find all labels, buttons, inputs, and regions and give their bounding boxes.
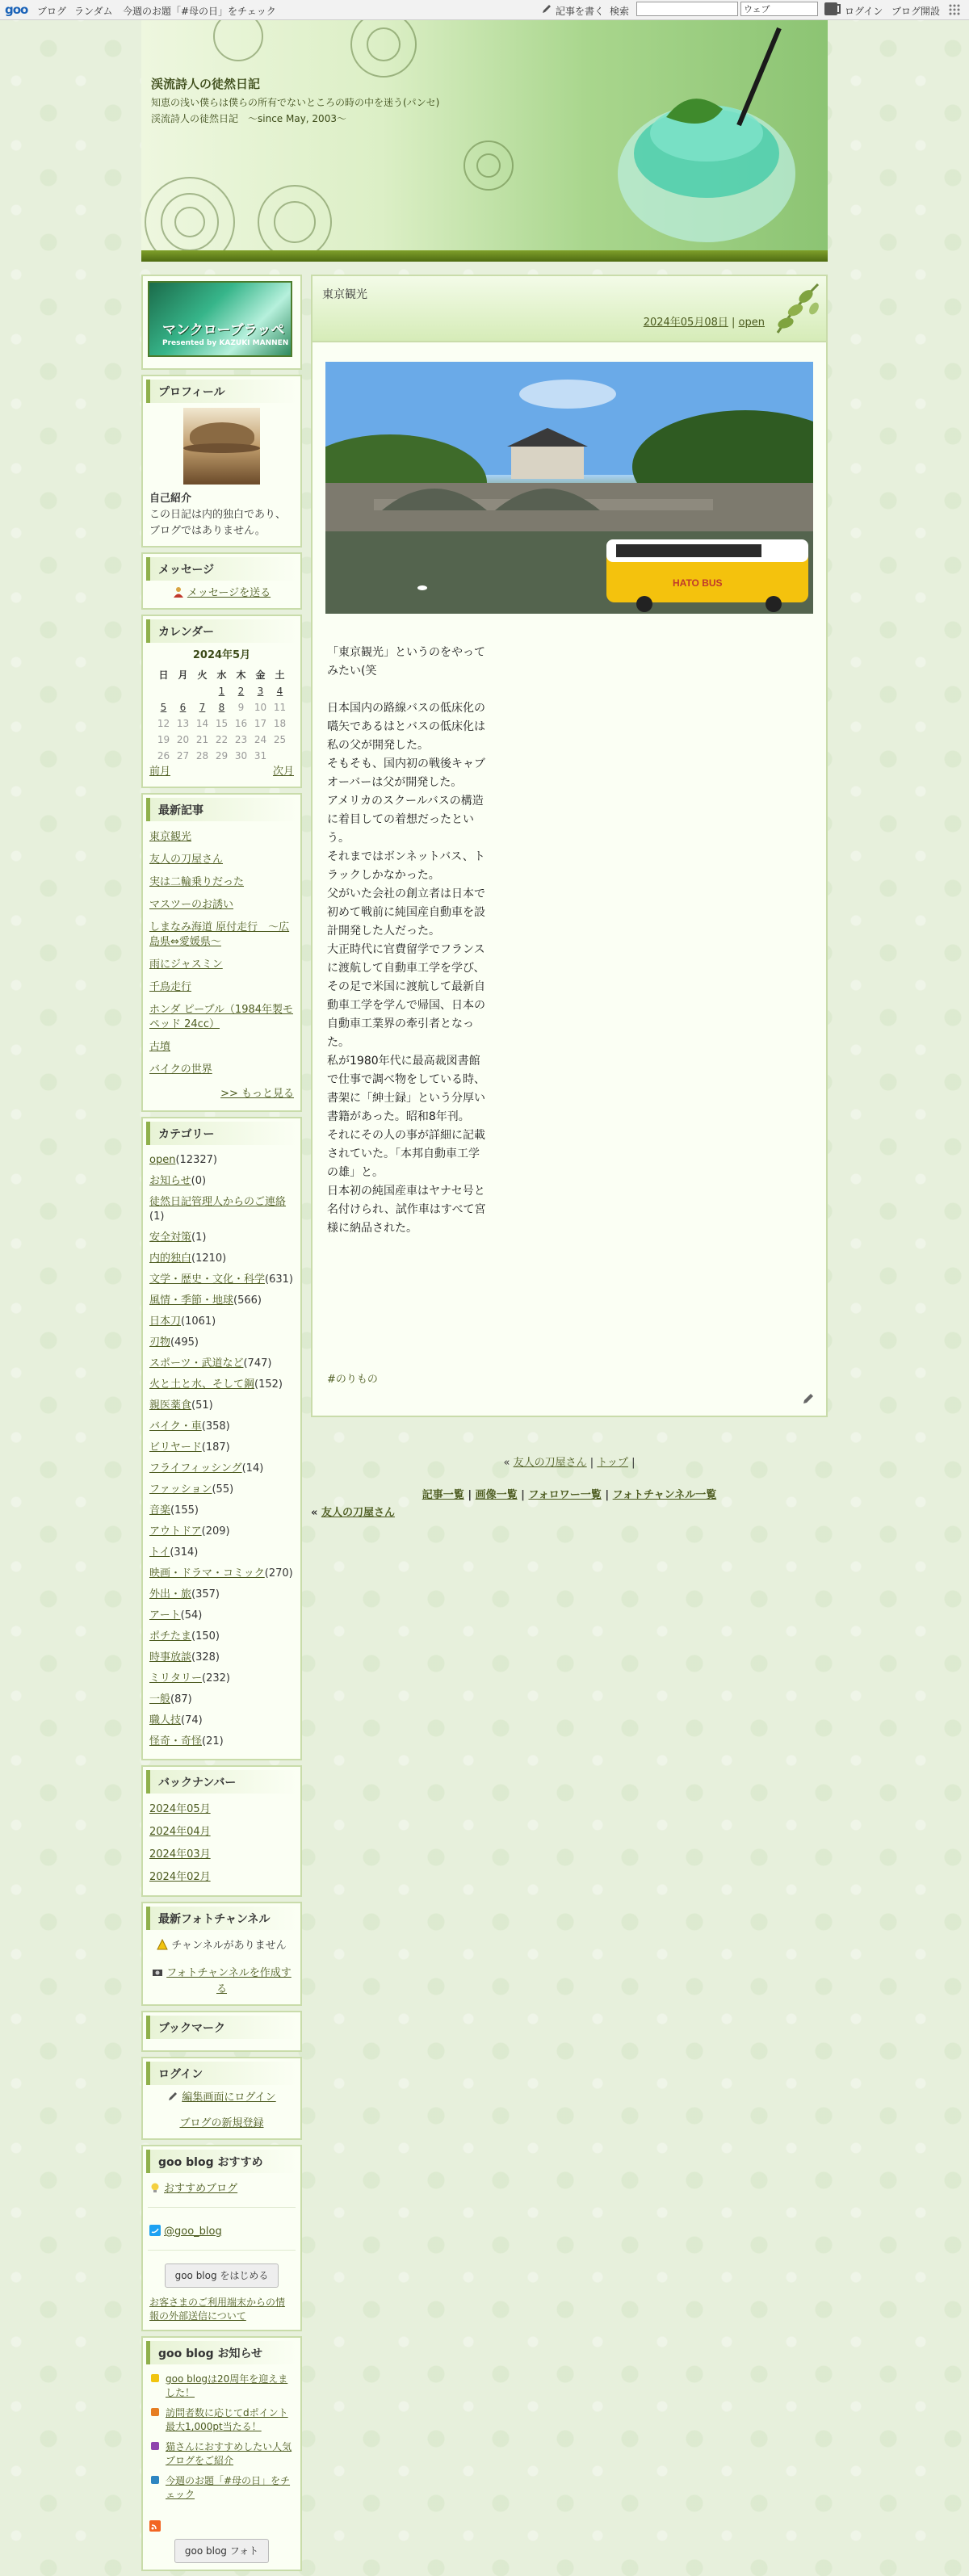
calendar-weekday: 木 [236, 669, 246, 681]
prev-entry-link[interactable]: 友人の刀屋さん [513, 1457, 587, 1469]
category-count: (12327) [175, 1154, 217, 1166]
category-count: (314) [170, 1546, 199, 1559]
calendar-day: 22 [215, 734, 229, 745]
category-count: (747) [243, 1357, 272, 1370]
entry-category-link[interactable]: open [738, 317, 765, 329]
recent-article-link[interactable]: バイクの世界 [149, 1064, 212, 1076]
category-item [149, 1150, 294, 1171]
goo-toolbar [0, 0, 969, 20]
profile-box [141, 375, 302, 548]
calendar-day: 10 [254, 702, 267, 713]
recent-article-link[interactable]: マスツーのお誘い [149, 899, 234, 911]
profile-heading: プロフィール [146, 380, 297, 403]
news-link[interactable]: 猫さんにおすすめしたい人気ブログをご紹介 [166, 2441, 292, 2466]
category-count: (1210) [191, 1252, 227, 1265]
list-item [149, 2437, 294, 2471]
login-heading: ログイン [146, 2062, 297, 2085]
recent-heading: 最新記事 [146, 798, 297, 821]
sidebar [141, 275, 302, 2576]
category-count: (21) [202, 1735, 224, 1747]
bus-label: HATO BUS [673, 577, 723, 589]
entry-tag[interactable]: #のりもの [327, 1374, 378, 1386]
category-link[interactable]: アート [149, 1609, 181, 1622]
category-item [149, 1374, 294, 1395]
entry [311, 275, 828, 1417]
photochannel-heading: 最新フォトチャンネル [146, 1907, 297, 1930]
list-item [149, 894, 294, 917]
calendar-day-link[interactable]: 2 [237, 686, 245, 697]
prev-entry-bottom-link[interactable]: 友人の刀屋さん [321, 1507, 395, 1519]
list-item [149, 999, 294, 1036]
category-item [149, 1500, 294, 1521]
calendar-weekday: 水 [216, 669, 227, 681]
photochannel-box [141, 1902, 302, 2006]
category-item [149, 1269, 294, 1290]
category-item [149, 1227, 294, 1248]
list-links: 記事一覧 | 画像一覧 | フォロワー一覧 | フォトチャンネル一覧 [422, 1489, 717, 1501]
external-transmission-link[interactable]: お客さまのご利用端末からの情報の外部送信について [149, 2297, 286, 2322]
news-link[interactable]: 訪問者数に応じてdポイント最大1,000pt当たる！ [166, 2407, 288, 2432]
news-icon [151, 2408, 159, 2416]
category-count: (187) [201, 1441, 230, 1454]
category-item [149, 1192, 294, 1227]
header-divider [141, 250, 828, 262]
category-count: (1) [191, 1231, 207, 1244]
calendar-day: 18 [273, 718, 287, 729]
recommend-heading: goo blog おすすめ [146, 2150, 297, 2173]
category-count: (358) [201, 1420, 230, 1433]
backnumber-link[interactable]: 2024年04月 [149, 1826, 211, 1838]
list-item [149, 1059, 294, 1081]
category-link[interactable]: 刃物 [149, 1336, 171, 1349]
category-item [149, 1171, 294, 1192]
category-link[interactable]: 火と土と水、そして鋼 [149, 1378, 255, 1391]
calendar-day: 15 [215, 718, 229, 729]
category-count: (150) [191, 1630, 220, 1643]
category-item [149, 1710, 294, 1731]
category-link[interactable]: 風情・季節・地球 [149, 1294, 234, 1307]
category-link[interactable]: 徒然日記管理人からのご連絡 [149, 1196, 287, 1208]
category-link[interactable]: 親医薬食 [149, 1399, 192, 1412]
banner-subtitle: Presented by KAZUKI MANNEN [162, 339, 289, 347]
calendar-day: 19 [157, 734, 170, 745]
entry-meta [644, 313, 765, 329]
list-item [149, 954, 294, 976]
calendar-day: 13 [176, 718, 190, 729]
calendar-day: 17 [254, 718, 267, 729]
category-link[interactable]: 映画・ドラマ・コミック [149, 1567, 265, 1580]
image-list-link[interactable]: 画像一覧 [475, 1489, 518, 1501]
calendar-day: 31 [254, 750, 267, 761]
backnumber-link[interactable]: 2024年05月 [149, 1803, 211, 1815]
list-item [149, 1866, 294, 1889]
list-item [149, 2403, 294, 2437]
category-link[interactable]: 日本刀 [149, 1315, 182, 1328]
calendar-day: 16 [234, 718, 248, 729]
calendar-day: 30 [234, 750, 248, 761]
calendar-day[interactable] [154, 699, 174, 715]
category-item [149, 1395, 294, 1416]
list-item [149, 976, 294, 999]
category-link[interactable]: ポチたま [149, 1630, 192, 1643]
categories-box [141, 1117, 302, 1760]
lightbulb-icon [149, 2182, 161, 2193]
recent-article-link[interactable]: 実は二輪乗りだった [149, 876, 245, 888]
calendar-day-link[interactable]: 5 [160, 702, 167, 713]
calendar-box [141, 615, 302, 788]
category-link[interactable]: 怪奇・奇怪 [149, 1735, 203, 1747]
banner-title: マンクローブラッペ [162, 322, 285, 338]
twitter-icon [149, 2225, 161, 2236]
categories-heading: カテゴリー [146, 1122, 297, 1145]
write-article-link[interactable]: 記事を書く [556, 6, 605, 17]
calendar-day-link[interactable]: 4 [276, 686, 283, 697]
toolbar-link-random[interactable]: ランダム [74, 6, 113, 17]
calendar-day: 20 [176, 734, 190, 745]
banner-image[interactable] [148, 281, 292, 357]
news-box [141, 2336, 302, 2571]
calendar-day: 27 [176, 750, 190, 761]
pencil-icon [167, 2091, 178, 2102]
category-count: (87) [170, 1693, 192, 1705]
category-link[interactable]: ファッション [149, 1483, 212, 1496]
calendar-weekday: 火 [197, 669, 208, 681]
category-item [149, 1437, 294, 1458]
news-link[interactable]: 今週のお題「#母の日」をチェック [166, 2475, 291, 2500]
recent-article-link[interactable]: ホンダ ピープル（1984年製モペッド 24cc） [149, 1004, 294, 1030]
bookmark-box [141, 2011, 302, 2052]
blog-header [141, 20, 828, 250]
category-link[interactable]: 内的独白 [149, 1252, 192, 1265]
category-count: (631) [265, 1273, 293, 1286]
calendar-day: 26 [157, 750, 170, 761]
category-link[interactable]: 安全対策 [149, 1231, 192, 1244]
category-link[interactable]: スポーツ・武道など [149, 1357, 244, 1370]
category-item [149, 1731, 294, 1752]
recent-article-link[interactable]: しまなみ海道 原付走行 ～広島県⇔愛媛県～ [149, 921, 290, 948]
entry-title[interactable]: 東京観光 [322, 288, 367, 301]
recent-article-link[interactable]: 雨にジャスミン [149, 959, 223, 971]
category-item [149, 1584, 294, 1605]
calendar-day [193, 683, 212, 699]
category-link[interactable]: フライフィッシング [149, 1462, 242, 1475]
calendar-day: 21 [195, 734, 209, 745]
calendar-day [154, 683, 174, 699]
recent-article-link[interactable]: 東京観光 [149, 831, 192, 843]
recent-articles-box [141, 793, 302, 1112]
more-articles-link[interactable]: >> もっと見る [220, 1088, 294, 1100]
calendar-prev-link[interactable]: 前月 [149, 766, 171, 778]
search-input[interactable] [636, 2, 738, 16]
recent-article-link[interactable]: 友人の刀屋さん [149, 854, 224, 866]
entry-photo [325, 362, 813, 614]
category-count: (155) [170, 1504, 199, 1517]
calendar-weekday: 月 [178, 669, 188, 681]
calendar-day[interactable] [212, 683, 232, 699]
message-box [141, 552, 302, 610]
article-list-link[interactable]: 記事一覧 [422, 1489, 464, 1501]
category-item [149, 1542, 294, 1563]
calendar-heading: カレンダー [146, 619, 297, 643]
create-photochannel-link[interactable]: フォトチャンネルを作成する [166, 1967, 292, 1995]
login-icon [830, 3, 841, 15]
calendar-day: 28 [195, 750, 209, 761]
list-item [149, 849, 294, 871]
news-heading: goo blog お知らせ [146, 2341, 297, 2364]
main-content [311, 275, 828, 1519]
news-icon [151, 2476, 159, 2484]
login-link[interactable]: ログイン [845, 6, 883, 17]
category-link[interactable]: アウトドア [149, 1525, 202, 1538]
rss-icon[interactable] [149, 2520, 161, 2532]
follower-list-link[interactable]: フォロワー一覧 [528, 1489, 602, 1501]
calendar-day[interactable] [174, 699, 193, 715]
category-count: (495) [170, 1336, 199, 1349]
apps-grid-icon[interactable] [948, 3, 961, 16]
profile-text: この日記は内的独白であり、ブログではありません。 [149, 509, 287, 537]
calendar-weekday: 土 [275, 669, 285, 681]
search-label: 検索 [610, 6, 630, 17]
calendar-day-link[interactable]: 6 [179, 702, 187, 713]
edit-pencil-icon[interactable] [802, 1392, 815, 1405]
category-link[interactable]: お知らせ [149, 1175, 191, 1187]
blog-title[interactable]: 渓流詩人の徒然日記 [151, 77, 261, 91]
recent-article-link[interactable]: 古墳 [149, 1041, 171, 1053]
top-link[interactable]: トップ [597, 1457, 628, 1469]
backnumber-link[interactable]: 2024年03月 [149, 1848, 211, 1861]
backnumber-link[interactable]: 2024年02月 [149, 1871, 211, 1883]
calendar-table [154, 667, 290, 764]
calendar-day: 9 [237, 702, 245, 713]
category-count: (55) [212, 1483, 234, 1496]
category-item [149, 1563, 294, 1584]
category-item [149, 1311, 294, 1332]
list-item [149, 917, 294, 954]
category-count: (270) [264, 1567, 293, 1580]
category-count: (232) [202, 1672, 230, 1684]
category-count: (152) [254, 1378, 283, 1391]
calendar-day[interactable] [212, 699, 232, 715]
category-link[interactable]: 職人技 [149, 1714, 182, 1726]
calendar-day: 29 [215, 750, 229, 761]
category-item [149, 1689, 294, 1710]
backnumber-box [141, 1765, 302, 1897]
register-blog-link[interactable]: ブログの新規登録 [179, 2117, 264, 2129]
category-link[interactable]: 文学・歴史・文化・科学 [149, 1273, 266, 1286]
calendar-day: 14 [195, 718, 209, 729]
header-lace-decoration [141, 20, 828, 250]
list-item [149, 2471, 294, 2505]
category-count: (14) [241, 1462, 264, 1475]
leaf-decoration-icon [770, 276, 826, 341]
recent-article-link[interactable]: 千鳥走行 [149, 981, 192, 993]
toolbar-link-blog[interactable]: ブログ [37, 6, 67, 17]
category-count: (357) [191, 1588, 220, 1601]
category-item [149, 1647, 294, 1668]
twitter-link[interactable]: @goo_blog [164, 2226, 222, 2238]
blog-description: 知恵の浅い僕らは僕らの所有でないところの時の中を迷う(パンセ) 渓流詩人の徒然日記 ～since May, 2003～ [151, 97, 450, 124]
avatar [183, 408, 260, 485]
list-item [149, 2369, 294, 2403]
news-icon [151, 2374, 159, 2382]
calendar-day: 25 [273, 734, 287, 745]
warning-icon [157, 1939, 168, 1950]
category-count: (209) [201, 1525, 230, 1538]
calendar-day: 24 [254, 734, 267, 745]
entry-date-link[interactable]: 2024年05月08日 [643, 317, 728, 329]
goo-blog-photo-button[interactable]: goo blog フォト [174, 2539, 269, 2563]
category-count: (1061) [181, 1315, 216, 1328]
calendar-day[interactable] [271, 683, 290, 699]
category-count: (51) [191, 1399, 213, 1412]
category-link[interactable]: ミリタリー [149, 1672, 203, 1684]
start-goo-blog-button[interactable]: goo blog をはじめる [165, 2263, 279, 2288]
category-link[interactable]: 時事放談 [149, 1651, 192, 1663]
category-item [149, 1626, 294, 1647]
person-icon [173, 586, 184, 598]
banner-box [141, 275, 302, 370]
category-count: (0) [191, 1175, 207, 1187]
category-item [149, 1290, 294, 1311]
entry-header [313, 276, 826, 342]
calendar-day-link[interactable]: 1 [218, 686, 225, 697]
category-item [149, 1353, 294, 1374]
list-item [149, 1798, 294, 1821]
category-link[interactable]: 一般 [149, 1693, 171, 1705]
list-item [149, 1821, 294, 1844]
prev-entry-bottom: « 友人の刀屋さん [311, 1507, 395, 1519]
category-item [149, 1248, 294, 1269]
login-box [141, 2057, 302, 2140]
profile-label: 自己紹介 [149, 493, 192, 505]
photochannel-none: チャンネルがありません [171, 1940, 287, 1952]
calendar-month: 2024年5月 [192, 649, 251, 661]
recommend-box [141, 2145, 302, 2331]
calendar-day-link[interactable]: 3 [257, 686, 264, 697]
search-scope-select[interactable]: ウェブ [740, 2, 818, 16]
category-item [149, 1605, 294, 1626]
calendar-day[interactable] [193, 699, 212, 715]
calendar-day[interactable] [251, 683, 271, 699]
list-item [149, 871, 294, 894]
category-count: (54) [180, 1609, 203, 1622]
toolbar-link-odai[interactable]: 今週のお題「#母の日」をチェック [123, 6, 276, 17]
news-icon [151, 2442, 159, 2450]
news-link[interactable]: goo blogは20周年を迎えました！ [166, 2373, 288, 2398]
pager: « 友人の刀屋さん | トップ | [503, 1457, 636, 1469]
category-count: (1) [149, 1210, 165, 1223]
entry-meta-separator: | [732, 317, 736, 329]
open-blog-link[interactable]: ブログ開設 [891, 6, 941, 17]
calendar-day: 23 [234, 734, 248, 745]
edit-login-link[interactable]: 編集画面にログイン [182, 2091, 276, 2104]
send-message-link[interactable]: メッセージを送る [187, 587, 271, 599]
category-link[interactable]: open [149, 1154, 176, 1166]
calendar-day [174, 683, 193, 699]
calendar-day-link[interactable]: 8 [218, 702, 225, 713]
category-item [149, 1479, 294, 1500]
category-link[interactable]: トイ [149, 1546, 170, 1559]
calendar-day: 11 [273, 702, 287, 713]
calendar-day[interactable] [232, 683, 251, 699]
category-count: (328) [191, 1651, 220, 1663]
calendar-weekday: 日 [158, 669, 169, 681]
backnumber-heading: バックナンバー [146, 1770, 297, 1794]
calendar-day: 12 [157, 718, 170, 729]
list-item [149, 1036, 294, 1059]
category-item [149, 1416, 294, 1437]
category-item [149, 1458, 294, 1479]
category-item [149, 1521, 294, 1542]
goo-logo[interactable]: goo [5, 2, 28, 17]
category-link[interactable]: バイク・車 [149, 1420, 202, 1433]
calendar-weekday: 金 [255, 669, 266, 681]
category-count: (74) [181, 1714, 203, 1726]
photochannel-list-link[interactable]: フォトチャンネル一覧 [612, 1489, 717, 1501]
category-item [149, 1332, 294, 1353]
list-item [149, 1844, 294, 1866]
calendar-day [271, 748, 290, 764]
entry-body: 「東京観光」というのをやってみたい(笑 日本国内の路線バスの低床化の嚆矢であるはとバスの低床化は私の父が開発した。 そもそも、国内初の戦後キャブオーバーは父が開発した。 アメリカのスクールバスの構造に着目しての着想だったという。 それまではボンネットバス、トラックしかなかった。 父がいた会社の創立者は日本で初めて戦前に純国産自動車を設計開発した人だった。 大正時代に官費留学でフランスに渡航して自動車工学を学び、その足で米国に渡航して最新自動車工学を学んで帰国、日本の自動車工業界の牽引者となった。 私が1980年代に最高裁図書館で仕事で調べ物をしている時、書架に「紳士録」という分厚い書籍があった。昭和8年刊。 それにその人の事が詳細に記載されていた。「本邦自動車工学の雄」と。 日本初の純国産車はヤナセ号と名付けられ、試作車はすべて宮様に納品された。 [327, 646, 486, 1235]
category-link[interactable]: ビリヤード [149, 1441, 202, 1454]
camera-icon [152, 1966, 163, 1978]
category-count: (566) [233, 1294, 262, 1307]
list-item [149, 826, 294, 849]
bookmark-heading: ブックマーク [146, 2016, 297, 2039]
category-link[interactable]: 外出・旅 [149, 1588, 192, 1601]
category-item [149, 1668, 294, 1689]
calendar-day-link[interactable]: 7 [199, 702, 206, 713]
calendar-next-link[interactable]: 次月 [272, 766, 294, 778]
recommend-blog-link[interactable]: おすすめブログ [164, 2183, 238, 2195]
pencil-icon [541, 3, 552, 15]
message-heading: メッセージ [146, 557, 297, 581]
category-link[interactable]: 音楽 [149, 1504, 171, 1517]
